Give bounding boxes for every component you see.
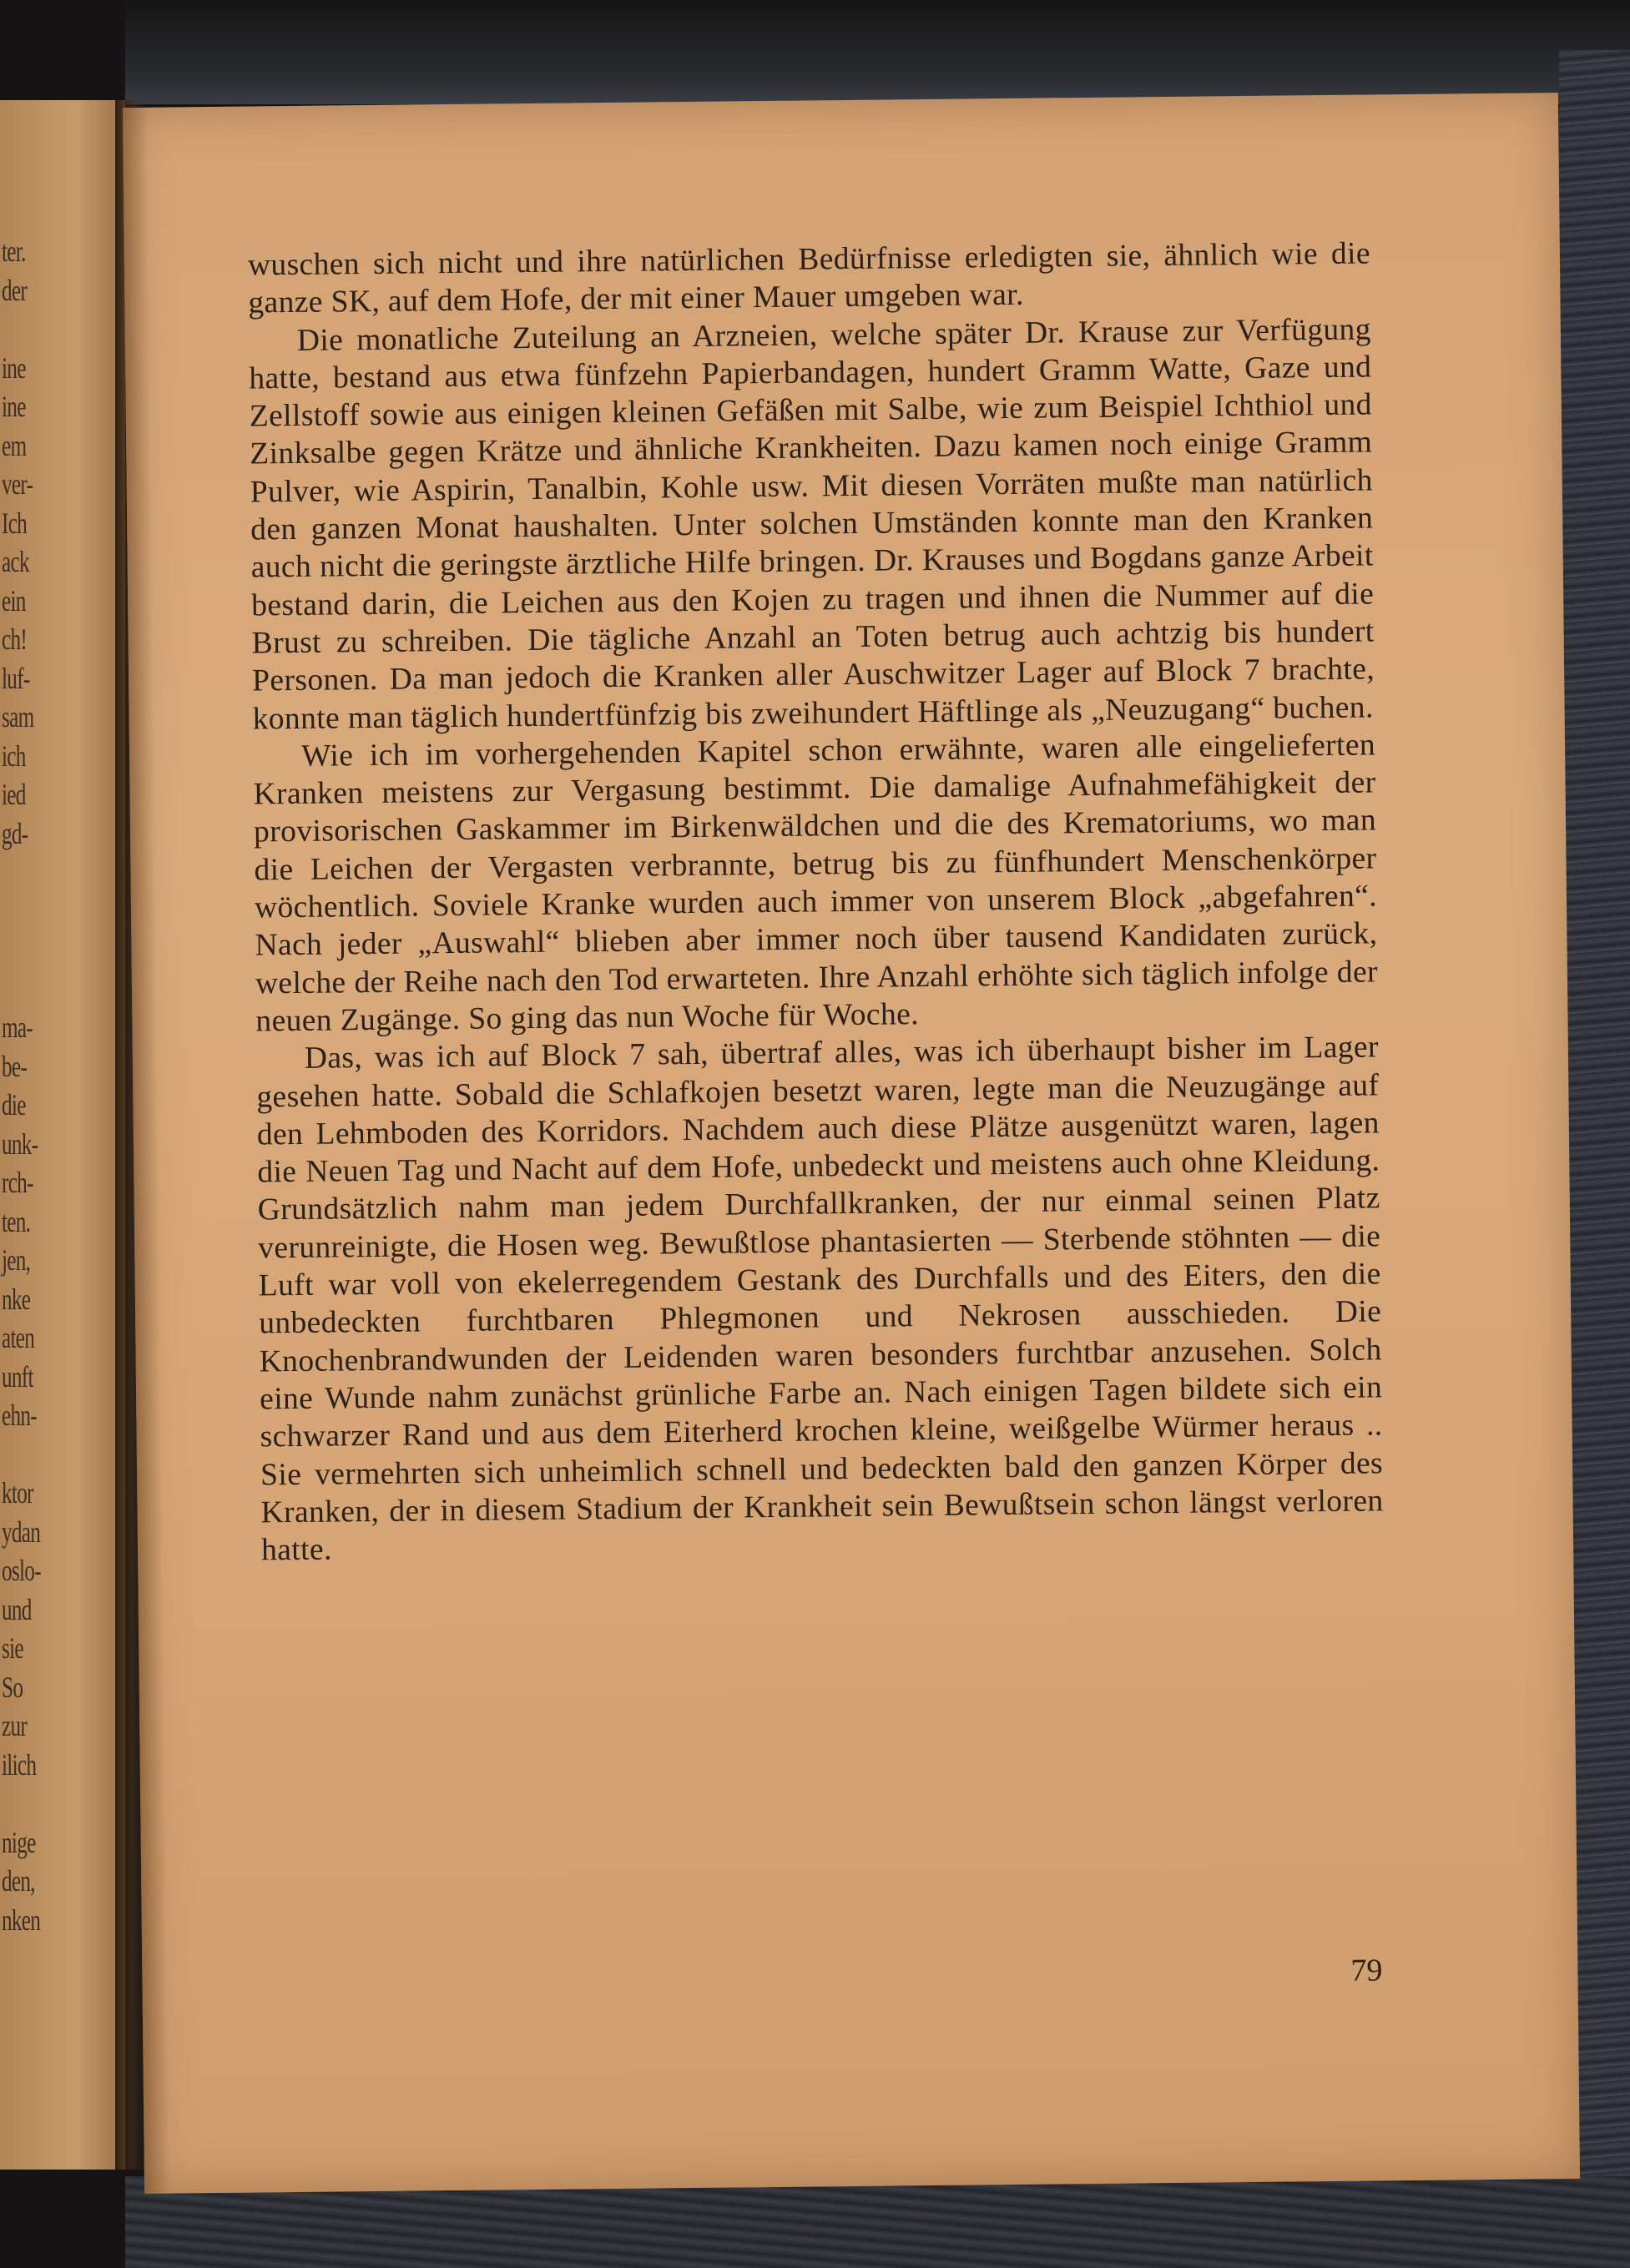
previous-page-fragment: unk- [2, 1126, 38, 1161]
previous-page-fragment: den, [2, 1864, 35, 1898]
previous-page-fragment: ma- [2, 1011, 33, 1044]
previous-page-fragment: ktor [2, 1476, 33, 1509]
previous-page-fragment: ine [2, 350, 26, 385]
previous-page-fragment: ein [2, 583, 26, 617]
previous-page-fragment: ten. [2, 1204, 31, 1238]
previous-page-fragment: zur [2, 1709, 28, 1742]
paragraph-3: Wie ich im vorhergehenden Kapitel schon erwähnte, waren alle eingelieferten Kranken meistens zur Vergasung bestimmt. Die damalige Aufnahmefähigkeit der provisorischen Gaskammer im Birkenwäldchen und die des Krematoriums, wo man die Leichen der Vergasten verbrannte, betrug bis zu fünfhundert Menschenkörper wöchentlich. Soviele Kranke wurden auch immer von unserem Block „abgefahren“. Nach jeder „Auswahl“ blieben aber immer noch über tausend Kandidaten zurück, welche der Reihe nach den Tod erwarteten. Ihre Anzahl erhöhte sich täglich infolge der neuen Zugänge. So ging das nun Woche für Woche. [253, 728, 1379, 1039]
previous-page-fragment: ver- [2, 467, 33, 501]
previous-page-fragment: die [2, 1088, 26, 1121]
previous-page-fragment: aten [2, 1321, 35, 1354]
previous-page-fragment: sie [2, 1631, 23, 1665]
previous-page-fragment: ich [2, 738, 26, 773]
previous-page-fragment: unft [2, 1359, 33, 1394]
previous-page-fragment: nke [2, 1282, 31, 1316]
previous-page-fragment: jen, [2, 1243, 31, 1277]
paragraph-4: Das, was ich auf Block 7 sah, übertraf alles, was ich überhaupt bisher im Lager gesehen hatte. Sobald die Schlafkojen besetzt waren, legte man die Neuzugänge auf den Lehmboden des Korridors. Nachdem auch diese Plätze ausgenützt waren, lagen die Neuen Tag und Nacht auf dem Hofe, unbedeckt und meistens auch ohne Kleidung. Grundsätzlich nahm man jedem Durchfallkranken, der nur einmal seinen Platz verunreinigte, die Hosen weg. Bewußtlose phantasierten — Sterbende stöhnten — die Luft war voll von ekelerregendem Gestank des Durchfalls und des Eiters, den die unbedeckten furchtbaren Phlegmonen und Nekrosen ausschieden. Die Knochenbrandwunden der Leidenden waren besonders furchtbar anzusehen. Solch eine Wunde nahm zunächst grünliche Farbe an. Nach einigen Tagen bildete sich ein schwarzer Rand und aus dem Eiterherd krochen kleine, weißgelbe Würmer heraus .. Sie vermehrten sich unheimlich schnell und bedeckten bald den ganzen Körper des Kranken, der in diesem Stadium der Krankheit sein Bewußtsein schon längst verloren hatte. [256, 1030, 1384, 1568]
previous-page-fragment: So [2, 1670, 23, 1704]
previous-page-fragment: ch! [2, 622, 28, 656]
previous-page-edge [0, 100, 125, 2170]
previous-page-fragment: der [2, 273, 28, 307]
page-number: 79 [1350, 1953, 1383, 1988]
previous-page-fragment: nige [2, 1825, 36, 1859]
previous-page-fragment: ilich [2, 1747, 37, 1782]
previous-page-fragment: luf- [2, 661, 30, 695]
previous-page-fragment: be- [2, 1049, 28, 1083]
paragraph-1: wuschen sich nicht und ihre natürlichen Bedürfnisse erledigten sie, ähnlich wie die ganze SK, auf dem Hofe, der mit einer Mauer umgeben war. [247, 236, 1371, 320]
book-page [123, 93, 1580, 2194]
page-text [248, 234, 1385, 1569]
previous-page-fragment: ehn- [2, 1399, 37, 1432]
previous-page-fragment: ydan [2, 1515, 41, 1549]
previous-page-fragment: em [2, 428, 27, 462]
previous-page-fragment: nken [2, 1903, 41, 1937]
previous-page-fragment: rch- [2, 1166, 33, 1199]
previous-page-fragment: und [2, 1592, 32, 1626]
book-cover-top [125, 0, 1630, 104]
previous-page-fragment: gd- [2, 816, 28, 850]
previous-page-fragment: ack [2, 545, 29, 578]
previous-page-fragment: ter. [2, 234, 26, 268]
previous-page-fragment: oslo- [2, 1554, 41, 1587]
previous-page-fragment: sam [2, 700, 34, 733]
previous-page-fragment: ine [2, 390, 26, 423]
paragraph-2: Die monatliche Zuteilung an Arzneien, welche später Dr. Krause zur Verfügung hatte, bestand aus etwa fünfzehn Papierbandagen, hundert Gramm Watte, Gaze und Zellstoff sowie aus einigen kleinen Gefäßen mit Salbe, wie zum Beispiel Ichthiol und Zinksalbe gegen Krätze und ähnliche Krankheiten. Dazu kamen noch einige Gramm Pulver, wie Aspirin, Tanalbin, Kohle usw. Mit diesen Vorräten mußte man natürlich den ganzen Monat haushalten. Unter solchen Umständen konnte man den Kranken auch nicht die geringste ärztliche Hilfe bringen. Dr. Krauses und Bogdans ganze Arbeit bestand darin, die Leichen aus den Kojen zu tragen und ihnen die Nummer auf die Brust zu schreiben. Die tägliche Anzahl an Toten betrug auch achtzig bis hundert Personen. Da man jedoch die Kranken aller Auschwitzer Lager auf Block 7 brachte, konnte man täglich hundertfünfzig bis zweihundert Häftlinge als „Neuzugang“ buchen. [249, 312, 1375, 737]
previous-page-fragment: ied [2, 778, 26, 811]
previous-page-fragment: Ich [2, 506, 28, 540]
